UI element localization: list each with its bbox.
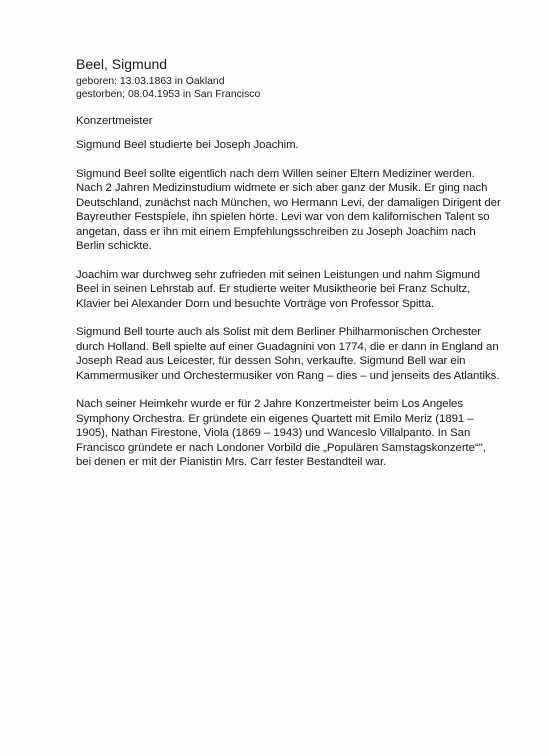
text-line: Symphony Orchestra. Er gründete ein eigenes Quartett mit Emilo Meriz (1891 – (76, 412, 474, 425)
text-line: Nach seiner Heimkehr wurde er für 2 Jahre Konzertmeister beim Los Angeles (76, 398, 463, 410)
text-line: durch Holland. Bell spielte auf einer Guadagnini von 1774, die er dann in England an (76, 340, 499, 353)
text-line: Beel in seinen Lehrstab auf. Er studierte weiter Musiktheorie bei Franz Schultz, (76, 283, 471, 295)
person-name: Beel, Sigmund (76, 56, 168, 72)
death-info: gestorben; 08.04.1953 in San Francisco (76, 89, 261, 100)
paragraph-3 (76, 268, 485, 312)
text-line: Sigmund Bell tourte auch als Solist mit dem Berliner Philharmonischen Orchester (76, 326, 482, 338)
paragraph-2 (76, 167, 501, 254)
text-line: Joseph Read aus Leicester, für dessen Sohn, verkaufte. Sigmund Bell war ein (76, 355, 466, 367)
text-line: Nach 2 Jahren Medizinstudium widmete er sich aber ganz der Musik. Er ging nach (76, 182, 488, 194)
text-line: Deutschland, zunächst nach München, wo Hermann Levi, der damaligen Dirigent der (76, 196, 501, 209)
text-line: Sigmund Beel sollte eigentlich nach dem Willen seiner Eltern Mediziner werden. (76, 167, 475, 180)
paragraph-1 (76, 138, 485, 153)
text-line: Bayreuther Festspiele, ihn spielen hörte. Levi war von dem kalifornischen Talent so (76, 211, 490, 223)
paragraph-4 (76, 325, 500, 383)
text-line: bei denen er mit der Pianistin Mrs. Carr fester Bestandteil war. (76, 456, 387, 468)
text-line: Klavier bei Alexander Dorn und besuchte Vorträge von Professor Spitta. (76, 297, 435, 310)
text-line: angetan, dass er ihn mit einem Empfehlungsschreiben zu Joseph Joachim nach (76, 225, 476, 238)
paragraph-5 (76, 397, 485, 470)
text-line: Kammermusiker und Orchestermusiker von Rang – dies – und jenseits des Atlantiks. (76, 369, 500, 382)
text-line: Francisco gründete er nach Londoner Vorbild die „Populären Samstagskonzerte“", (76, 441, 486, 454)
text-line: Berlin schickte. (76, 240, 152, 252)
birth-info: geboren: 13.03.1863 in Oakland (76, 76, 225, 87)
text-line: Joachim war durchweg sehr zufrieden mit seinen Leistungen und nahm Sigmund (76, 268, 481, 281)
text-line: Sigmund Beel studierte bei Joseph Joachim. (76, 139, 299, 151)
role-title: Konzertmeister (76, 115, 153, 127)
text-line: 1905), Nathan Firestone, Viola (1869 – 1943) und Wanceslo Villalpanto. In San (76, 427, 471, 439)
